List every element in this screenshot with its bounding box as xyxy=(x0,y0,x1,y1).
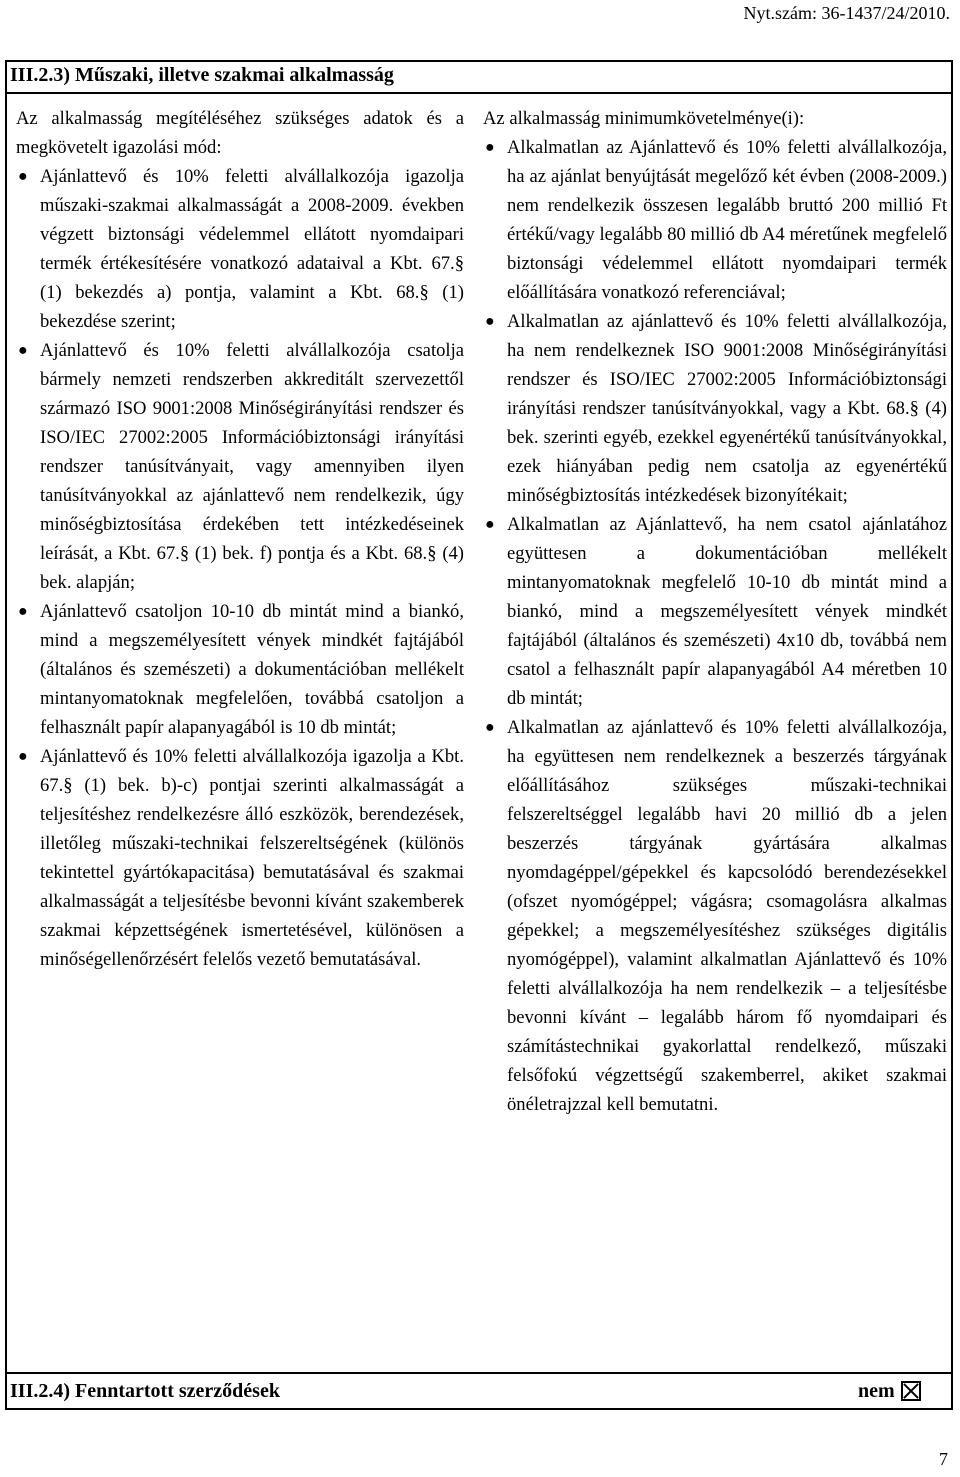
bullet-icon: ● xyxy=(485,719,495,736)
requirement-item: ● Alkalmatlan az ajánlattevő és 10% feletti alvállalkozója, ha nem rendelkeznek ISO 9001:2008 Minőségirányítási rendszer és ISO/IEC 27002:2005 Információbiztonsági irányítási rendszer tanúsítványokkal, vagy a Kbt. 68.§ (4) bek. szerinti egyéb, ezekkel egyenértékű tanúsítványokkal, ezek hiányában pedig nem csatolja az egyenértékű minőségbiztosítás intézkedések bizonyítékait; xyxy=(483,307,947,510)
bullet-icon: ● xyxy=(18,168,28,185)
section-divider xyxy=(5,92,953,94)
evidence-item: ● Ajánlattevő és 10% feletti alvállalkozója csatolja bármely nemzeti rendszerben akkreditált szervezettől származó ISO 9001:2008 Minőségirányítási rendszer és ISO/IEC 27002:2005 Információbiztonsági irányítási rendszer tanúsítványait, vagy amennyiben ilyen tanúsítványokkal az ajánlattevő nem rendelkezik, úgy minőségbiztosítása érdekében tett intézkedéseinek leírását, a Kbt. 67.§ (1) bek. f) pontja és a Kbt. 68.§ (4) bek. alapján; xyxy=(16,336,464,597)
bullet-icon: ● xyxy=(485,516,495,533)
requirements-list xyxy=(483,133,947,1119)
evidence-column xyxy=(16,104,464,974)
requirement-item: ● Alkalmatlan az ajánlattevő és 10% feletti alvállalkozója, ha együttesen nem rendelkeznek a beszerzés tárgyának előállításához szükséges műszaki-technikai felszereltséggel legalább havi 20 millió db a jelen beszerzés tárgyának gyártására alkalmas nyomdagéppel/gépekkel és kapcsolódó berendezésekkel (ofszet nyomógéppel; vágásra; csomagolásra alkalmas gépekkel; a megszemélyesítéshez szükséges digitális nyomógéppel), valamint alkalmatlan Ajánlattevő és 10% feletti alvállalkozója ha nem rendelkezik – a teljesítésbe bevonni kívánt – legalább három fő nyomdaipari és számítástechnikai gyakorlattal rendelkező, műszaki felsőfokú végzettségű szakemberrel, akiket szakmai önéletrajzzal kell bemutatni. xyxy=(483,713,947,1119)
footer-divider xyxy=(5,1372,953,1374)
page-number: 7 xyxy=(939,1449,948,1469)
document-reference-number: Nyt.szám: 36-1437/24/2010. xyxy=(743,3,950,23)
bullet-icon: ● xyxy=(18,748,28,765)
bullet-icon: ● xyxy=(18,603,28,620)
requirement-item: ● Alkalmatlan az Ajánlattevő, ha nem csatol ajánlatához együttesen a dokumentációban mellékelt mintanyomatoknak megfelelő 10-10 db mintát mind a biankó, mind a megszemélyesített vények mindkét fajtájából (általános és szemészeti) 4x10 db, továbbá nem csatol a felhasznált papír alapanyagából A4 méretben 10 db mintát; xyxy=(483,510,947,713)
requirement-item: ● Alkalmatlan az Ajánlattevő és 10% feletti alvállalkozója, ha az ajánlat benyújtását megelőző két évben (2008-2009.) nem rendelkezik összesen legalább bruttó 200 millió Ft értékű/vagy legalább 80 millió db A4 méretűnek megfelelő biztonsági védelemmel ellátott nyomdaipari termék előállítására vonatkozó referenciával; xyxy=(483,133,947,307)
bullet-icon: ● xyxy=(485,313,495,330)
reserved-contracts-answer xyxy=(858,1378,921,1404)
checked-box-icon[interactable] xyxy=(901,1381,921,1401)
reserved-contracts-title: III.2.4) Fenntartott szerződések xyxy=(10,1380,280,1402)
evidence-item: ● Ajánlattevő csatoljon 10-10 db mintát mind a biankó, mind a megszemélyesített vények mindkét fajtájából (általános és szemészeti) a dokumentációban mellékelt mintanyomatoknak megfelelően, továbbá csatoljon a felhasznált papír alapanyagából is 10 db mintát; xyxy=(16,597,464,742)
requirements-intro: Az alkalmasság minimumkövetelménye(i): xyxy=(483,108,805,129)
evidence-item: ● Ajánlattevő és 10% feletti alvállalkozója igazolja műszaki-szakmai alkalmasságát a 2008-2009. években végzett biztonsági védelemmel ellátott nyomdaipari termék értékesítésére vonatkozó adataival a Kbt. 67.§ (1) bekezdés a) pontja, valamint a Kbt. 68.§ (1) bekezdése szerint; xyxy=(16,162,464,336)
evidence-item: ● Ajánlattevő és 10% feletti alvállalkozója igazolja a Kbt. 67.§ (1) bek. b)-c) pontjai szerinti alkalmasságát a teljesítéshez rendelkezésre álló eszközök, berendezések, illetőleg műszaki-technikai felszereltségének (különös tekintettel gyártókapacitása) bemutatásával és szakmai alkalmasságát a teljesítésbe bevonni kívánt szakemberek szakmai képzettségének ismertetésével, különösen a minőségellenőrzésért felelős vezető bemutatásával. xyxy=(16,742,464,974)
bullet-icon: ● xyxy=(18,342,28,359)
requirements-column xyxy=(483,104,947,1119)
evidence-list xyxy=(16,162,464,974)
bullet-icon: ● xyxy=(485,139,495,156)
answer-label: nem xyxy=(858,1380,895,1402)
evidence-intro: Az alkalmasság megítéléséhez szükséges adatok és a megkövetelt igazolási mód: xyxy=(16,108,464,158)
section-title: III.2.3) Műszaki, illetve szakmai alkalmasság xyxy=(10,64,394,86)
